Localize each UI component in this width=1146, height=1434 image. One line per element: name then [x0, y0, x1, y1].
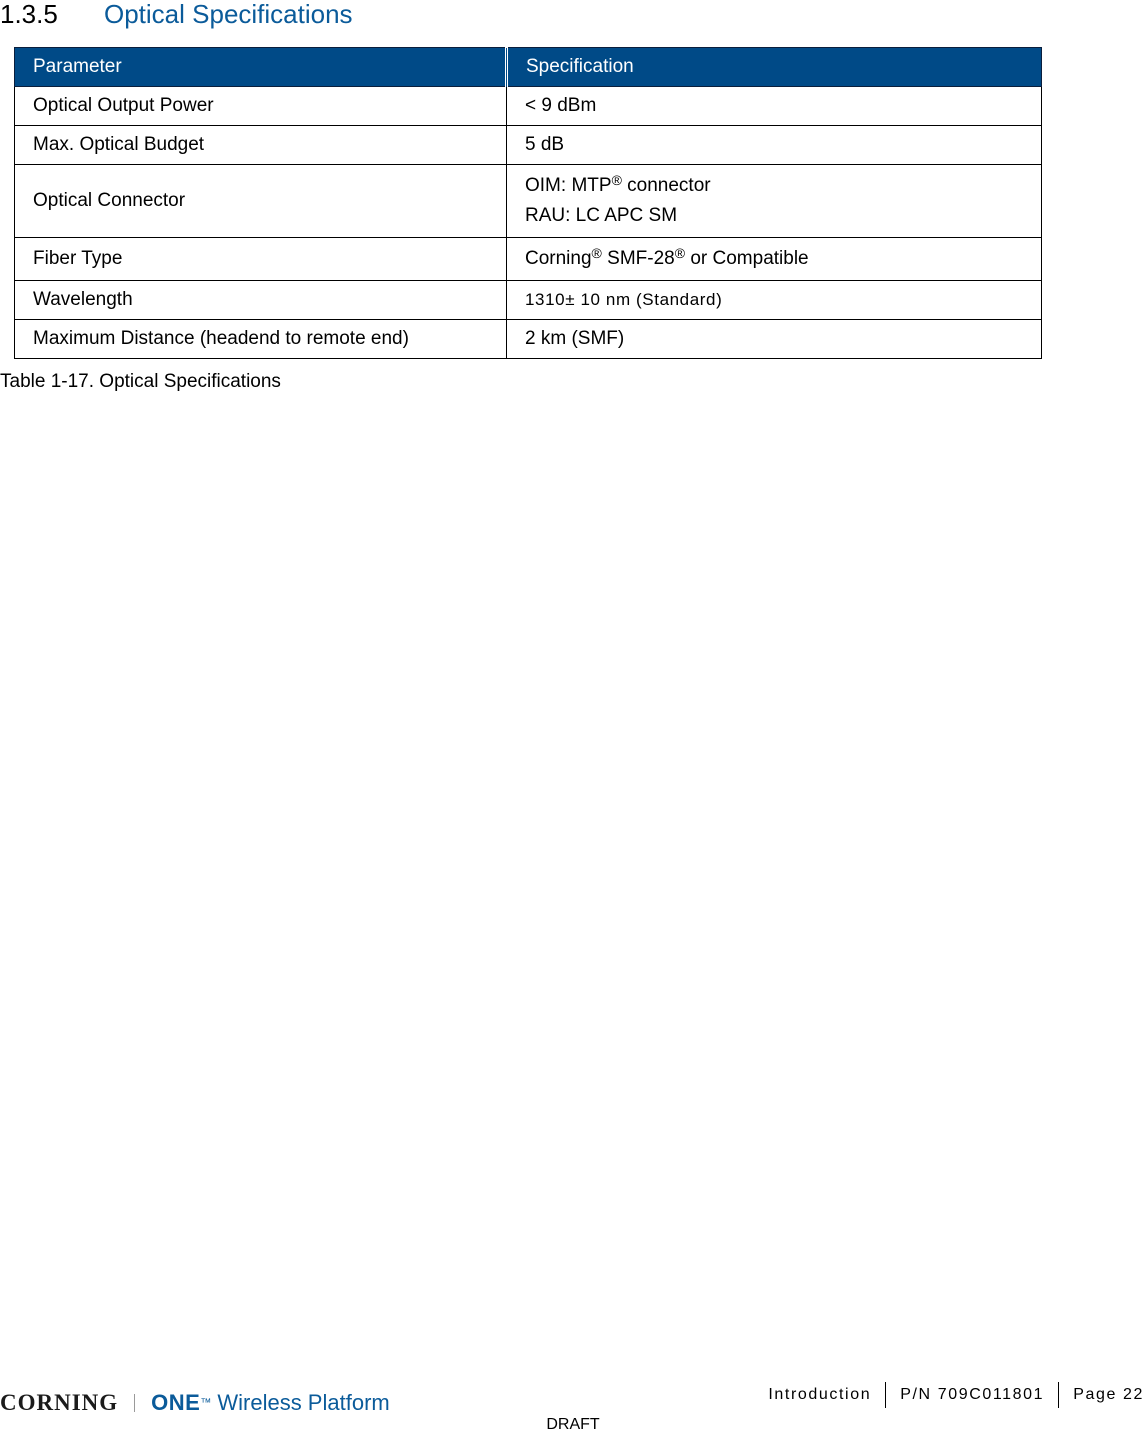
table-row — [15, 87, 1042, 126]
table-row — [15, 281, 1042, 320]
product-suffix: Wireless Platform — [217, 1390, 390, 1415]
parameter-cell: Fiber Type — [15, 238, 507, 281]
corning-logo — [0, 1386, 390, 1420]
specification-cell: 2 km (SMF) — [507, 320, 1042, 359]
footer-page-number: Page 22 — [1073, 1386, 1144, 1403]
footer-info — [754, 1382, 1146, 1408]
registered-mark: ® — [611, 172, 622, 188]
spec-line: OIM: MTP® connector — [525, 172, 711, 196]
footer-section: Introduction — [768, 1386, 872, 1403]
table-row — [15, 238, 1042, 281]
table-header-row — [15, 48, 1042, 87]
column-header-specification: Specification — [507, 48, 1042, 87]
specification-cell: 5 dB — [507, 126, 1042, 165]
specification-cell — [507, 165, 1042, 238]
specification-cell — [507, 281, 1042, 320]
column-header-parameter: Parameter — [15, 48, 507, 87]
trademark-mark: ™ — [200, 1397, 212, 1409]
footer-part-number: P/N 709C011801 — [900, 1386, 1045, 1403]
section-number: 1.3.5 — [0, 0, 58, 29]
table-row — [15, 320, 1042, 359]
parameter-cell: Max. Optical Budget — [15, 126, 507, 165]
optical-spec-table — [14, 47, 1042, 359]
brand-wordmark: CORNING — [0, 1390, 119, 1415]
specification-cell: Corning® SMF-28® or Compatible — [507, 238, 1042, 281]
section-heading — [0, 0, 353, 32]
parameter-cell: Wavelength — [15, 281, 507, 320]
table-caption: Table 1-17. Optical Specifications — [0, 371, 281, 392]
parameter-cell: Maximum Distance (headend to remote end) — [15, 320, 507, 359]
registered-mark: ® — [674, 245, 686, 261]
section-title: Optical Specifications — [104, 0, 353, 29]
table-row — [15, 126, 1042, 165]
spec-line: RAU: LC APC SM — [525, 205, 678, 226]
product-name: ONE — [151, 1390, 201, 1415]
logo-divider — [134, 1394, 135, 1412]
table-row — [15, 165, 1042, 238]
wavelength-value: 1310± 10 nm (Standard) — [525, 290, 723, 309]
parameter-cell: Optical Connector — [15, 165, 507, 238]
draft-watermark: DRAFT — [546, 1416, 600, 1433]
parameter-cell: Optical Output Power — [15, 87, 507, 126]
registered-mark: ® — [591, 245, 602, 261]
specification-cell: < 9 dBm — [507, 87, 1042, 126]
